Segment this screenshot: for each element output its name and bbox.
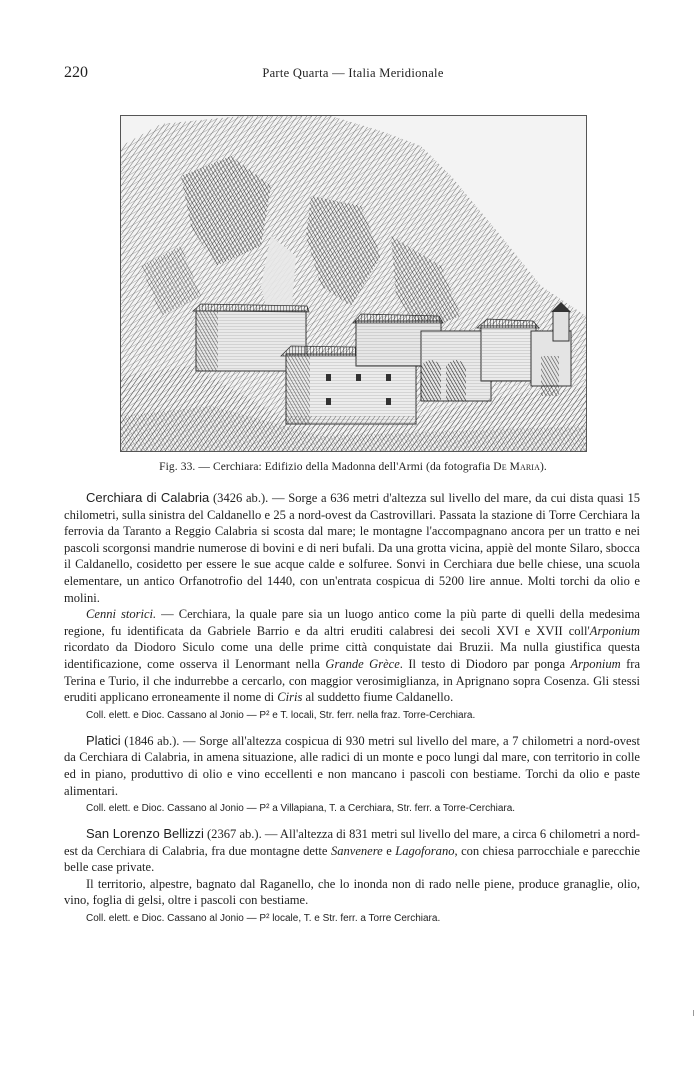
cenni-text-c: . Il testo di Diodoro par ponga bbox=[399, 656, 571, 671]
engraving-illustration bbox=[120, 115, 587, 452]
entry-title-san-lorenzo: San Lorenzo Bellizzi bbox=[86, 826, 204, 842]
cenni-italic-ciris: Ciris bbox=[277, 690, 303, 705]
entry-title-platici: Platici bbox=[86, 732, 121, 748]
coll-platici: Coll. elett. e Dioc. Cassano al Jonio — P² a Villapiana, T. a Cerchiara, Str. ferr. a Torre-Cerchiara. bbox=[86, 803, 516, 815]
cenni-text-a: — Cerchiara, la quale pare sia un luogo antico come la più parte di quelli della medesima regione, fu identificata da Gabriele Barrio e da altri eruditi calabresi dei secoli XVI e XVII coll' bbox=[64, 607, 640, 638]
coll-cerchiara: Coll. elett. e Dioc. Cassano al Jonio — P² e T. locali, Str. ferr. nella fraz. Torre-Cerchiara. bbox=[86, 709, 476, 721]
san-lorenzo-text-c: , con chiesa parrocchiale e parecchie belle case private. bbox=[64, 843, 640, 875]
san-lorenzo-territory-paragraph: Il territorio, alpestre, bagnato dal Raganello, che lo inonda non di rado nelle piene, produce granaglie, olio, vino, foglia di gelsi, oltre i pascoli con bestiame. bbox=[64, 876, 640, 908]
caption-text: Fig. 33. — Cerchiara: Edifizio della Madonna dell'Armi (da fotografia bbox=[159, 461, 494, 473]
cenni-text-d: fra Terina e Turio, il che indurrebbe a cercarlo, con maggior verosimiglianza, in Aprignano sopra Cosenza. Gli stessi eruditi applicano erroneamente il nome di bbox=[64, 656, 641, 705]
entry-platici-paragraph bbox=[64, 733, 640, 799]
entry-platici-text: (1846 ab.). — Sorge all'altezza cospicua di 930 metri sul livello del mare, a 7 chilometri a nord-ovest da Cerchiara di Calabria, in amena situazione, alle radici di un monte e poco lungi dal mare, con territorio in colle ed in piano, produttivo di olio e vino eccellenti e non mancano i pascoli con bestiame. Torchi da olio e paste alimentari. bbox=[64, 733, 640, 798]
cenni-storici-paragraph bbox=[64, 606, 640, 706]
figure-caption bbox=[64, 461, 642, 473]
san-lorenzo-italic-lagoforano: Lagoforano bbox=[395, 843, 455, 858]
entry-san-lorenzo-paragraph bbox=[64, 826, 640, 876]
cenni-storici-label: Cenni storici. bbox=[86, 607, 157, 622]
entry-cerchiara-text: (3426 ab.). — Sorge a 636 metri d'altezza sul livello del mare, da cui dista quasi 15 chilometri, sulla sinistra del Caldanello e 25 a nord-ovest da Castrovillari. Passata la stazione di Torre Cerchiara la ferrovia da Taranto a Reggio Calabria si scosta dal mare; le montagne l'accompagnano ancora per un tratto e nei pascoli scorgonsi mandrie numerose di bovini e di neri bufali. Da una grotta vicina, appiè del monte Silaro, sbocca il Caldanello, cosidetto per essere le sue acque calde e solfuree. Sonvi in Cerchiara due belle chiese, una scuola elementare, un antico Orfanotrofio del 1440, con un'entrata cospicua di 5200 lire annue. Molti torchi da olio e molini. bbox=[64, 491, 640, 605]
caption-end: ). bbox=[539, 461, 547, 473]
page-number: 220 bbox=[64, 64, 88, 81]
body-text bbox=[64, 490, 640, 930]
caption-credit: De Maria bbox=[493, 461, 540, 473]
cenni-italic-arponium-2: Arponium bbox=[570, 656, 621, 671]
cenni-text-e: al suddetto fiume Caldanello. bbox=[302, 690, 454, 705]
running-head bbox=[64, 64, 642, 84]
san-lorenzo-text-a: (2367 ab.). — All'altezza di 831 metri sul livello del mare, a circa 6 chilometri a nord-est da Cerchiara di Calabria, fra due montagne dette bbox=[64, 827, 640, 858]
page-edge-mark bbox=[693, 1010, 694, 1016]
cenni-italic-grande-grece: Grande Grèce bbox=[325, 656, 400, 671]
san-lorenzo-italic-sanvenere: Sanvenere bbox=[330, 843, 383, 858]
engraving-drawing bbox=[121, 116, 586, 451]
san-lorenzo-text-b: e bbox=[382, 843, 396, 858]
entry-cerchiara-paragraph bbox=[64, 490, 640, 606]
cenni-text-b: ricordato da Diodoro Siculo come una delle prime città conquistate dai Bruzii. Ma nulla giustifica questa identificazione, come osserva il Lenormant nella bbox=[64, 640, 640, 671]
running-title: Parte Quarta — Italia Meridionale bbox=[262, 66, 444, 80]
coll-san-lorenzo: Coll. elett. e Dioc. Cassano al Jonio — P² locale, T. e Str. ferr. a Torre Cerchiara. bbox=[86, 913, 441, 925]
entry-title-cerchiara: Cerchiara di Calabria bbox=[86, 490, 210, 505]
cenni-italic-arponium: Arponium bbox=[589, 623, 640, 638]
